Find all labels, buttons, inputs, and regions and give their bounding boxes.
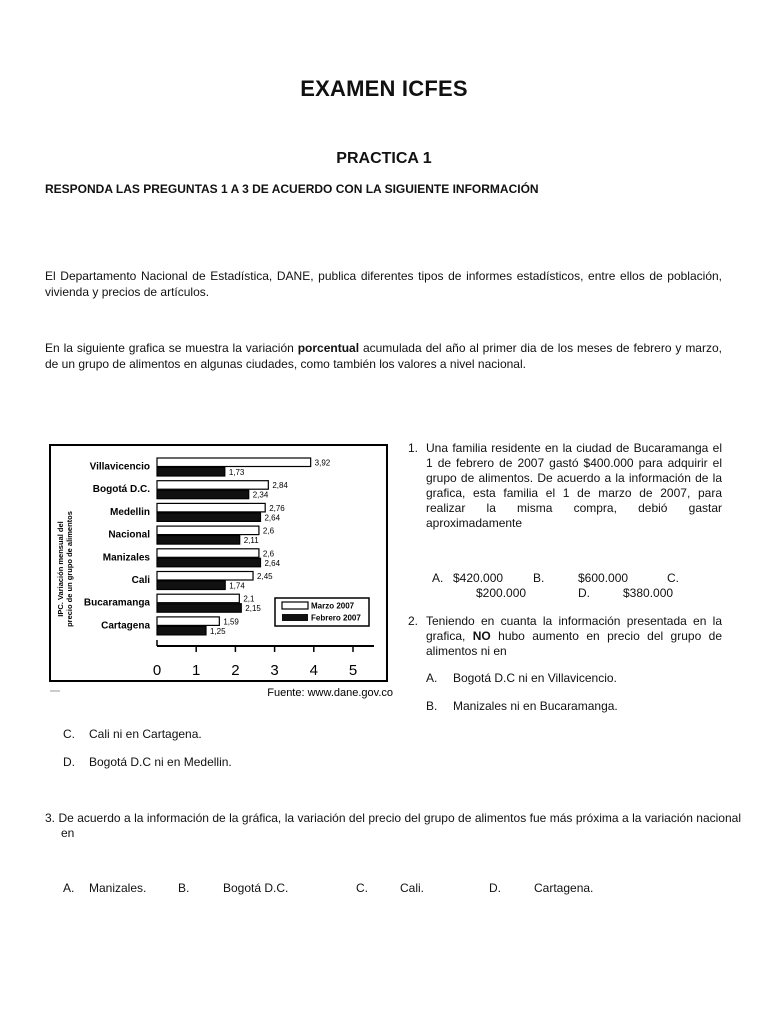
q2-option-b-letter[interactable]: B. <box>426 699 438 713</box>
bar-febrero-medellin <box>157 513 260 522</box>
paragraph-text-after: acumulada del año al primer dia de los meses de febrero y marzo, de un grupo de alimentos en algunas ciudades, como también los valores a nivel nacional. <box>45 341 722 371</box>
x-tick-label-0: 0 <box>152 662 162 679</box>
paragraph-text-before: En la siguiente grafica se muestra la variación <box>45 341 298 355</box>
q1-number: 1. <box>408 441 419 455</box>
category-label-manizales: Manizales <box>102 552 150 564</box>
bar-value-label-febrero-manizales: 2,64 <box>264 558 281 568</box>
q1-option-c-text[interactable]: $200.000 <box>476 586 527 600</box>
q2-text-before: Teniendo en cuanta la información presentada en la grafica, <box>426 614 722 643</box>
page-title: EXAMEN ICFES <box>300 76 468 101</box>
intro-paragraph: El Departamento Nacional de Estadística, DANE, publica diferentes tipos de informes estadísticos, entre ellos de población, vivienda y precios de artículos. <box>45 269 722 299</box>
x-tick-label-3: 3 <box>270 662 279 679</box>
bar-marzo-nacional <box>157 526 259 535</box>
bar-value-label-marzo-bucaramanga: 2,1 <box>243 594 255 604</box>
q1-option-d-letter[interactable]: D. <box>578 586 590 600</box>
bar-marzo-cartagena <box>157 617 219 626</box>
bar-value-label-febrero-villavicencio: 1,73 <box>228 468 245 477</box>
legend-label-febrero: Febrero 2007 <box>311 613 361 623</box>
bar-value-label-febrero-bogot-d-c: 2,34 <box>252 490 269 500</box>
q3-option-d-text[interactable]: Cartagena. <box>534 881 594 895</box>
q1-option-a-text[interactable]: $420.000 <box>453 571 504 585</box>
bar-marzo-bucaramanga <box>157 594 239 603</box>
q1-option-d-text[interactable]: $380.000 <box>623 586 674 600</box>
category-label-medellin: Medellin <box>109 506 150 518</box>
q2-option-d-text[interactable]: Bogotá D.C ni en Medellin. <box>89 755 232 769</box>
category-label-cali: Cali <box>131 575 150 586</box>
q3-text: 3. De acuerdo a la información de la gráfica, la variación del precio del grupo de alimentos fue más próxima a la variación nacional en <box>45 811 741 840</box>
category-label-bucaramanga: Bucaramanga <box>83 597 150 609</box>
q2-option-c-letter[interactable]: C. <box>63 727 75 741</box>
x-tick-label-1: 1 <box>192 662 201 679</box>
q2-option-c-text[interactable]: Cali ni en Cartagena. <box>89 727 202 741</box>
category-label-nacional: Nacional <box>108 529 150 541</box>
category-label-cartagena: Cartagena <box>101 620 150 632</box>
q2-text-bold: NO <box>472 629 491 643</box>
page-subtitle: PRACTICA 1 <box>336 150 432 167</box>
legend-swatch-febrero <box>282 614 308 621</box>
bar-value-label-marzo-nacional: 2,6 <box>262 526 275 536</box>
bar-value-label-febrero-bucaramanga: 2,15 <box>245 604 261 614</box>
q1-option-a-letter[interactable]: A. <box>432 571 444 585</box>
q2-text-after: hubo aumento en precio del grupo de alimentos ni en <box>426 629 722 658</box>
bar-marzo-manizales <box>157 549 259 558</box>
bar-value-label-febrero-medellin: 2,64 <box>264 513 281 523</box>
paragraph-bold-word: porcentual <box>297 341 360 355</box>
q3-option-c-letter[interactable]: C. <box>356 881 368 895</box>
q3-option-c-text[interactable]: Cali. <box>400 881 425 895</box>
legend-label-marzo: Marzo 2007 <box>311 601 355 611</box>
bar-value-label-marzo-bogot-d-c: 2,84 <box>272 481 288 491</box>
bar-value-label-marzo-cartagena: 1,59 <box>223 617 239 627</box>
bar-febrero-manizales <box>157 558 260 567</box>
q1-option-b-text[interactable]: $600.000 <box>578 571 629 585</box>
bar-febrero-villavicencio <box>157 468 225 477</box>
q3-option-d-letter[interactable]: D. <box>489 881 501 895</box>
q2-option-d-letter[interactable]: D. <box>63 755 75 769</box>
y-axis-label-line-1: IPC. Variación mensual del <box>56 521 65 617</box>
bar-marzo-medellin <box>157 503 265 512</box>
y-axis-label-line-2: precio de un grupo de alimentos <box>65 511 74 627</box>
q2-option-a-letter[interactable]: A. <box>426 671 438 685</box>
bar-value-label-marzo-manizales: 2,6 <box>262 549 275 559</box>
bar-value-label-febrero-cartagena: 1,25 <box>210 626 226 636</box>
bar-febrero-bucaramanga <box>157 604 241 613</box>
bar-value-label-febrero-nacional: 2,11 <box>243 536 259 546</box>
q2-text <box>426 614 722 659</box>
x-tick-label-2: 2 <box>231 662 240 679</box>
q3-option-a-letter[interactable]: A. <box>63 881 75 895</box>
q1-text: Una familia residente en la ciudad de Bucaramanga el 1 de febrero de 2007 gastó $400.000 para adquirir el grupo de alimentos. De acuerdo a la información de la grafica, esta familia el 1 de marzo de 2007, para realizar la misma compra, debió gastar aproximadamente <box>426 441 722 530</box>
bar-marzo-cali <box>157 572 253 581</box>
q1-option-b-letter[interactable]: B. <box>533 571 545 585</box>
bar-value-label-marzo-cali: 2,45 <box>257 572 273 581</box>
q2-number: 2. <box>408 614 419 628</box>
x-tick-label-4: 4 <box>309 662 318 679</box>
bar-value-label-febrero-cali: 1,74 <box>229 581 245 591</box>
bar-febrero-cali <box>157 581 225 590</box>
y-axis-label <box>56 511 74 627</box>
q1-option-c-letter[interactable]: C. <box>667 571 679 585</box>
q3-option-a-text[interactable]: Manizales. <box>89 881 147 895</box>
q2-option-b-text[interactable]: Manizales ni en Bucaramanga. <box>453 699 618 713</box>
bar-chart <box>46 440 396 702</box>
category-label-bogot-d-c: Bogotá D.C. <box>92 484 150 496</box>
bar-marzo-villavicencio <box>157 458 311 467</box>
category-label-villavicencio: Villavicencio <box>89 461 150 473</box>
q2-option-a-text[interactable]: Bogotá D.C ni en Villavicencio. <box>453 671 617 685</box>
chart-legend <box>275 598 369 626</box>
legend-swatch-marzo <box>282 602 308 609</box>
bar-febrero-cartagena <box>157 626 206 635</box>
chart-description-paragraph <box>45 340 722 372</box>
bar-febrero-nacional <box>157 536 240 545</box>
bar-value-label-marzo-villavicencio: 3,92 <box>314 458 331 468</box>
bar-marzo-bogot-d-c <box>157 481 268 490</box>
q3-option-b-text[interactable]: Bogotá D.C. <box>223 881 289 895</box>
q3-option-b-letter[interactable]: B. <box>178 881 190 895</box>
instructions: RESPONDA LAS PREGUNTAS 1 A 3 DE ACUERDO CON LA SIGUIENTE INFORMACIÓN <box>45 182 539 196</box>
chart-source: Fuente: www.dane.gov.co <box>267 687 393 699</box>
bar-febrero-bogot-d-c <box>157 490 249 499</box>
x-tick-label-5: 5 <box>348 662 358 679</box>
bar-value-label-marzo-medellin: 2,76 <box>269 503 285 513</box>
